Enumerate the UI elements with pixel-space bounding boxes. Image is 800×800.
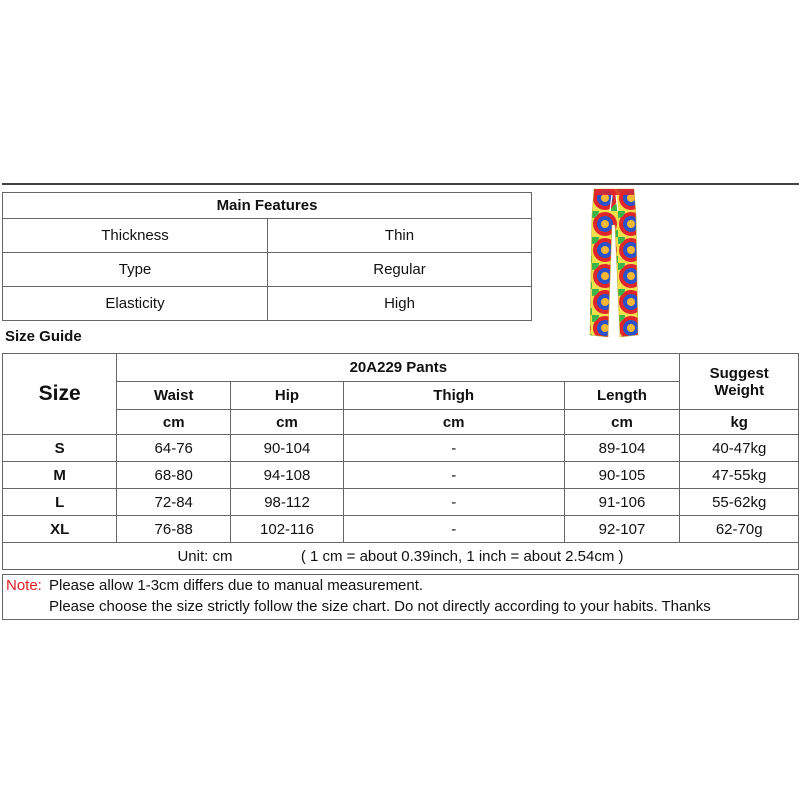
column-header-waist: Waist — [117, 382, 231, 410]
size-column-header: Size — [3, 354, 117, 435]
product-image — [566, 185, 662, 345]
waist-cell: 64-76 — [117, 435, 231, 462]
table-row — [3, 435, 799, 462]
top-divider — [2, 183, 799, 185]
length-cell: 89-104 — [564, 435, 680, 462]
product-code: 20A229 Pants — [117, 354, 680, 382]
table-row — [3, 489, 799, 516]
size-label: M — [3, 462, 117, 489]
note-line-1: Please allow 1-3cm differs due to manual measurement. — [49, 577, 424, 594]
note-line-2: Please choose the size strictly follow the size chart. Do not directly according to your habits. Thanks — [49, 598, 711, 615]
weight-cell: 62-70g — [680, 516, 799, 543]
size-label: S — [3, 435, 117, 462]
unit-note: Unit: cm — [177, 547, 233, 565]
main-features-title: Main Features — [3, 193, 532, 219]
unit-waist: cm — [117, 410, 231, 435]
feature-label: Thickness — [3, 219, 268, 253]
length-cell: 91-106 — [564, 489, 680, 516]
column-header-length: Length — [564, 382, 680, 410]
weight-cell: 55-62kg — [680, 489, 799, 516]
suggest-weight-header — [680, 354, 799, 410]
size-guide-title: Size Guide — [5, 328, 82, 345]
feature-label: Type — [3, 253, 268, 287]
unit-weight: kg — [680, 410, 799, 435]
feature-row — [3, 287, 532, 321]
weight-cell: 47-55kg — [680, 462, 799, 489]
feature-row — [3, 253, 532, 287]
suggest-weight-line2: Weight — [714, 381, 765, 399]
table-row — [3, 516, 799, 543]
unit-row — [3, 543, 799, 570]
hip-cell: 102-116 — [231, 516, 344, 543]
hip-cell: 98-112 — [231, 489, 344, 516]
length-cell: 92-107 — [564, 516, 680, 543]
length-cell: 90-105 — [564, 462, 680, 489]
hip-cell: 94-108 — [231, 462, 344, 489]
unit-conversion: ( 1 cm = about 0.39inch, 1 inch = about 2.54cm ) — [300, 547, 624, 565]
waist-cell: 72-84 — [117, 489, 231, 516]
feature-label: Elasticity — [3, 287, 268, 321]
feature-value: Thin — [268, 219, 532, 253]
weight-cell: 40-47kg — [680, 435, 799, 462]
table-row — [3, 462, 799, 489]
thigh-cell: - — [343, 435, 564, 462]
thigh-cell: - — [343, 462, 564, 489]
size-label: L — [3, 489, 117, 516]
feature-value: High — [268, 287, 532, 321]
feature-value: Regular — [268, 253, 532, 287]
unit-length: cm — [564, 410, 680, 435]
suggest-weight-line1: Suggest — [709, 364, 769, 382]
waist-cell: 76-88 — [117, 516, 231, 543]
hip-cell: 90-104 — [231, 435, 344, 462]
column-header-hip: Hip — [231, 382, 344, 410]
thigh-cell: - — [343, 516, 564, 543]
unit-thigh: cm — [343, 410, 564, 435]
note-label: Note: — [6, 577, 42, 594]
unit-hip: cm — [231, 410, 344, 435]
thigh-cell: - — [343, 489, 564, 516]
waist-cell: 68-80 — [117, 462, 231, 489]
size-label: XL — [3, 516, 117, 543]
size-chart-table — [2, 353, 799, 570]
feature-row — [3, 219, 532, 253]
note-box — [2, 574, 799, 620]
main-features-table — [2, 192, 532, 321]
column-header-thigh: Thigh — [343, 382, 564, 410]
